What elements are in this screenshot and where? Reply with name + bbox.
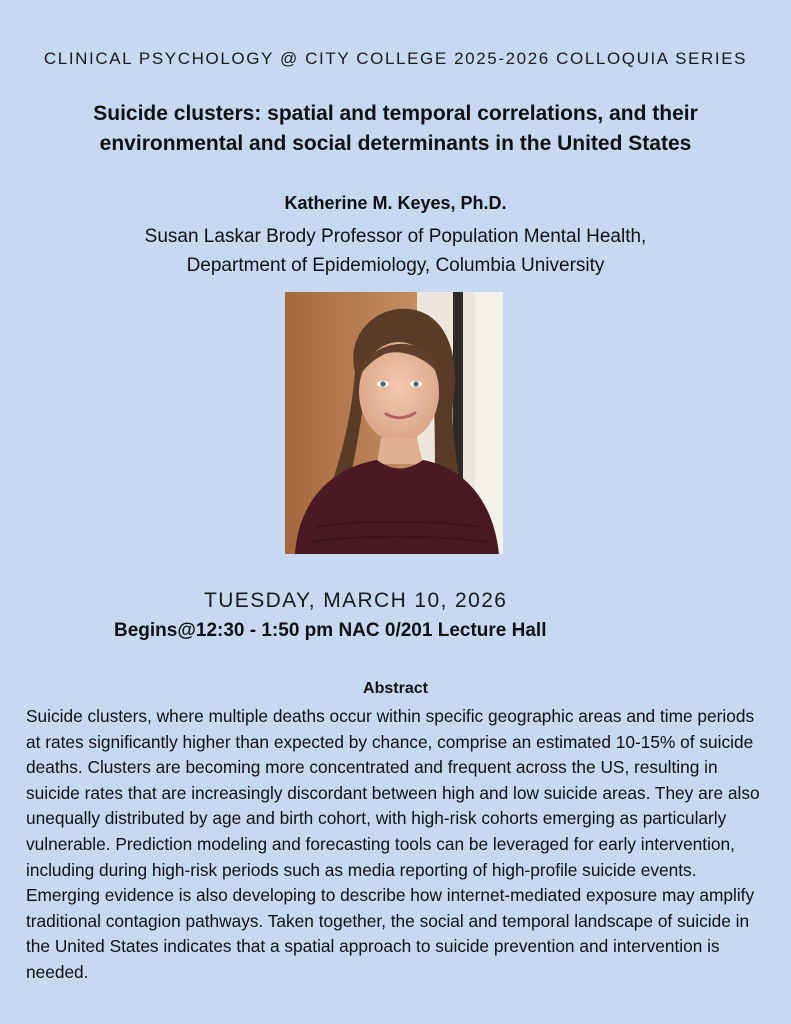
speaker-name: Katherine M. Keyes, Ph.D. — [284, 193, 507, 213]
talk-title-line-1: Suicide clusters: spatial and temporal correlations, and their — [93, 102, 698, 125]
speaker-portrait-image — [285, 292, 503, 554]
talk-title — [40, 99, 751, 159]
event-date: TUESDAY, MARCH 10, 2026 — [204, 589, 508, 612]
series-header: CLINICAL PSYCHOLOGY @ CITY COLLEGE 2025-2026 COLLOQUIA SERIES — [43, 49, 748, 68]
abstract-body: Suicide clusters, where multiple deaths occur within specific geographic areas and time periods at rates significantly higher than expected by chance, comprise an estimated 10-15% of suicide deaths. Clusters are becoming more concentrated and frequent across the US, resulting in suicide rates that are increasingly discordant between high and low suicide areas. They are also unequally distributed by age and birth cohort, with high-risk cohorts emerging as particularly vulnerable. Prediction modeling and forecasting tools can be leveraged for early intervention, including during high-risk periods such as media reporting of high-profile suicide events. Emerging evidence is also developing to describe how internet-mediated exposure may amplify traditional contagion pathways. Taken together, the social and temporal landscape of suicide in the United States indicates that a spatial approach to suicide prevention and intervention is needed. — [26, 706, 760, 982]
event-location: NAC 0/201 Lecture Hall — [338, 620, 547, 641]
abstract-heading: Abstract — [363, 680, 428, 697]
speaker-position: Susan Laskar Brody Professor of Population Mental Health, — [144, 226, 647, 247]
event-time-location — [114, 620, 546, 642]
event-time: Begins@12:30 - 1:50 pm — [114, 620, 334, 641]
speaker-department: Department of Epidemiology, Columbia University — [186, 255, 605, 276]
talk-title-line-2: environmental and social determinants in the United States — [99, 132, 692, 155]
speaker-affiliation — [60, 222, 731, 280]
speaker-photo — [285, 292, 503, 554]
